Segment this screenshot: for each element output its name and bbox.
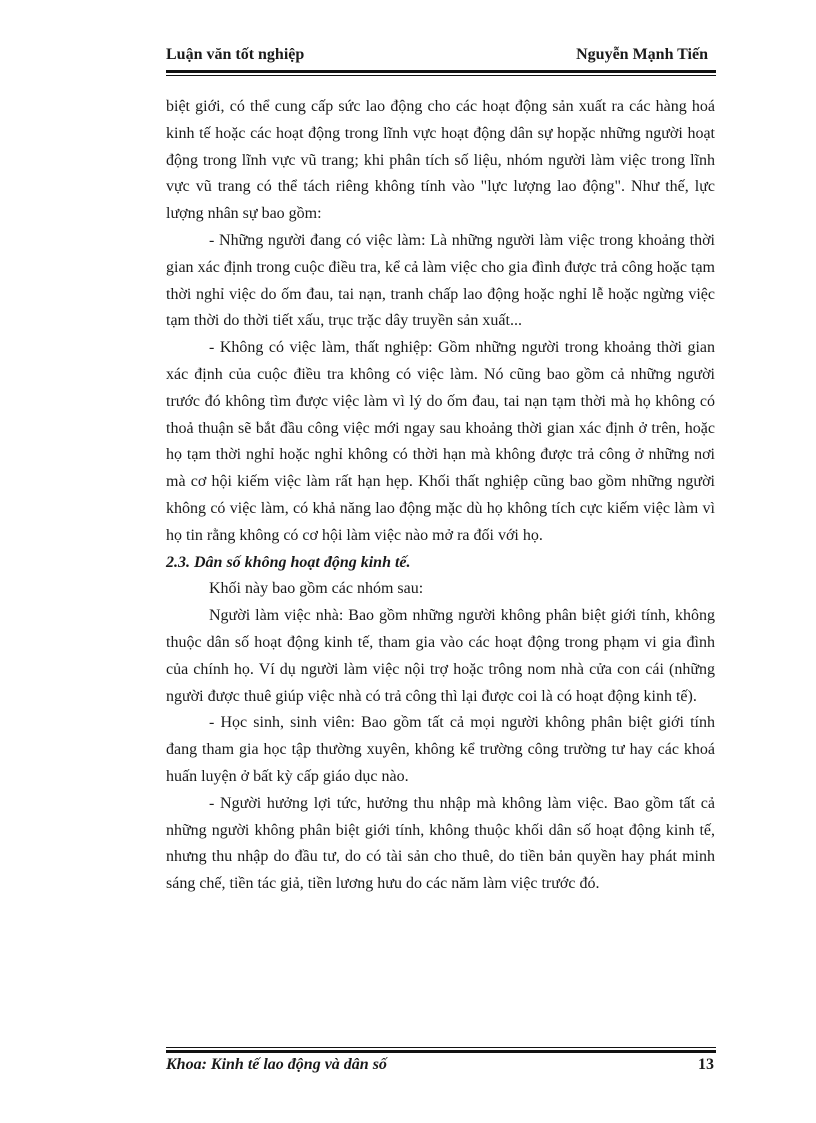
header-rule-thick [166,70,716,73]
header-rule-thin [166,75,716,76]
footer-rule-thin [166,1047,716,1048]
paragraph-homemakers: Người làm việc nhà: Bao gồm những người không phân biệt giới tính, không thuộc dân số hoạt động kinh tế, tham gia vào các hoạt động trong phạm vi gia đình của chính họ. Ví dụ người làm việc nội trợ hoặc trông nom nhà cửa con cái (những người được thuê giúp việc nhà có trả công thì lại được coi là có hoạt động kinh tế). [166,607,715,705]
paragraph-continuation: biệt giới, có thể cung cấp sức lao động cho các hoạt động sản xuất ra các hàng hoá kinh tế hoặc các hoạt động trong lĩnh vực hoạt động dân sự hopặc những người hoạt động trong lĩnh vực vũ trang; khi phân tích số liệu, nhóm người làm việc trong lĩnh vực vũ trang có thể tách riêng không tính vào "lực lượng lao động". Như thế, lực lượng nhân sự bao gồm: [166,98,715,223]
section-heading: 2.3. Dân số không hoạt động kinh tế. [166,553,411,571]
paragraph-students: - Học sinh, sinh viên: Bao gồm tất cả mọi người không phân biệt giới tính đang tham gia học tập thường xuyên, không kể trường công trường tư hay các khoá huấn luyện ở bất kỳ cấp giáo dục nào. [166,714,715,785]
body-text [166,94,715,898]
paragraph-unemployed: - Không có việc làm, thất nghiệp: Gồm những người trong khoảng thời gian xác định của cuộc điều tra không có việc làm. Nó cũng bao gồm cả những người trước đó không tìm được việc làm vì lý do ốm đau, tai nạn tạm thời mà họ không có thoả thuận sẽ bắt đầu công việc mới ngay sau khoảng thời gian xác định ở trên, hoặc họ tạm thời nghỉ hoặc nghỉ không có thời hạn mà không được trả công ở những nơi mà cơ hội kiếm việc làm rất hạn hẹp. Khối thất nghiệp cũng bao gồm những người không có việc làm, có khả năng lao động mặc dù họ không tích cực kiếm việc làm vì họ tin rằng không có cơ hội làm việc nào mở ra đối với họ. [166,339,715,544]
page-footer [166,1056,716,1078]
paragraph-income-recipients: - Người hưởng lợi tức, hưởng thu nhập mà không làm việc. Bao gồm tất cả những người không phân biệt giới tính, không thuộc khối dân số hoạt động kinh tế, nhưng thu nhập do đầu tư, do có tài sản cho thuê, do tiền bản quyền hay phát minh sáng chế, tiền tác giả, tiền lương hưu do các năm làm việc trước đó. [166,794,715,893]
paragraph-employed: - Những người đang có việc làm: Là những người làm việc trong khoảng thời gian xác định trong cuộc điều tra, kể cả làm việc cho gia đình được trả công hoặc tạm thời nghỉ việc do ốm đau, tai nạn, tranh chấp lao động hoặc nghỉ lễ hoặc ngừng việc tạm thời do thời tiết xấu, trục trặc dây truyền sản xuất... [166,231,715,330]
header-thesis-title: Luận văn tốt nghiệp [166,46,305,63]
header-author-name: Nguyễn Mạnh Tiến [576,46,708,63]
page-number: 13 [698,1056,714,1073]
page-header [166,46,716,68]
footer-rule-thick [166,1050,716,1053]
footer-faculty: Khoa: Kinh tế lao động và dân số [166,1056,387,1073]
paragraph-groups-intro: Khối này bao gồm các nhóm sau: [209,580,424,598]
